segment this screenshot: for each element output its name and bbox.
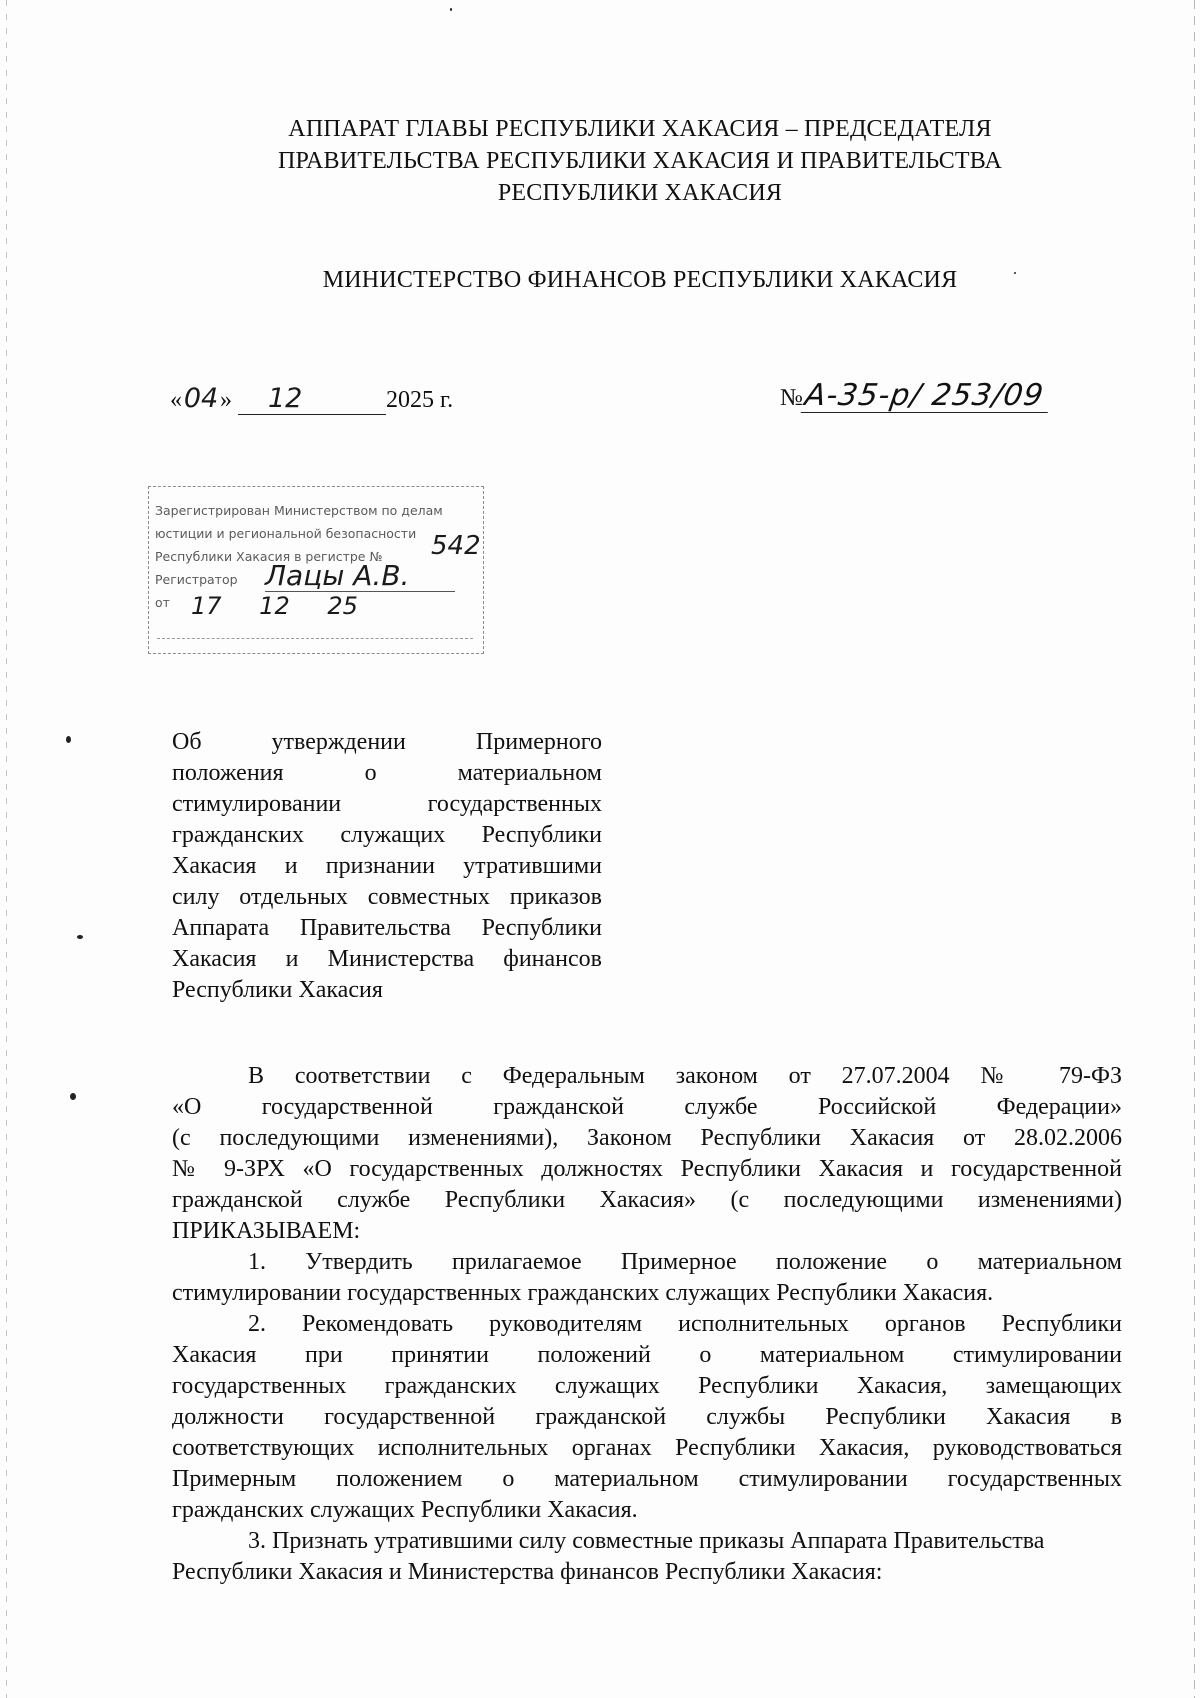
stamp-text: Зарегистрирован Министерством по делам [155, 503, 443, 518]
scan-speck [77, 935, 83, 939]
stamp-text: юстиции и региональной безопасности [155, 526, 417, 541]
date-quote-open: « [170, 387, 182, 413]
preamble-paragraph [172, 1061, 1122, 1247]
date-quote-close: » [220, 387, 232, 413]
body-line: Хакасия при принятии положений о материальном стимулировании [172, 1342, 1122, 1368]
scan-edge-right [1194, 0, 1195, 1698]
body-line: стимулировании государственных гражданских служащих Республики Хакасия. [172, 1280, 994, 1306]
registration-stamp [148, 486, 484, 654]
body-line: Примерным положением о материальном стимулировании государственных [172, 1466, 1122, 1492]
stamp-text: от [155, 595, 170, 610]
date-day: 04 [183, 383, 219, 414]
body-line: гражданской службе Республики Хакасия» (с последующими изменениями) [172, 1187, 1122, 1213]
item-1-paragraph [172, 1247, 1122, 1309]
item-3-paragraph [172, 1526, 1122, 1588]
body-line: должности государственной гражданской службы Республики Хакасия в [172, 1404, 1122, 1430]
body-line: (с последующими изменениями), Законом Республики Хакасия от 28.02.2006 [172, 1125, 1122, 1151]
header-line: РЕСПУБЛИКИ ХАКАСИЯ [497, 180, 783, 206]
subject-line: положения о материальном [172, 760, 602, 786]
body-line: соответствующих исполнительных органах Республики Хакасия, руководствоваться [172, 1435, 1122, 1461]
subject-line: Хакасия и Министерства финансов [172, 946, 602, 972]
scan-speck [450, 8, 452, 11]
stamp-registration-number: 542 [431, 531, 481, 561]
body-line: «О государственной гражданской службе Российской Федерации» [172, 1094, 1122, 1120]
scan-speck [70, 1093, 76, 1100]
scan-speck [66, 736, 71, 743]
body-line: В соответствии с Федеральным законом от 27.07.2004 № 79-ФЗ [248, 1063, 1122, 1089]
date-year: 2025 г. [386, 387, 454, 413]
stamp-text: Регистратор [155, 572, 238, 587]
subject-line: Об утверждении Примерного [172, 729, 602, 755]
number-handwritten: А-35-р/ 253/09 [801, 380, 1052, 413]
scan-edge-left [6, 0, 7, 1698]
body-line: государственных гражданских служащих Республики Хакасия, замещающих [172, 1373, 1122, 1399]
stamp-registration-date: 17 12 25 [191, 592, 358, 620]
subject-line: силу отдельных совместных приказов [172, 884, 602, 910]
body-line: 3. Признать утратившими силу совместные приказы Аппарата Правительства [248, 1528, 1045, 1554]
body-line: 2. Рекомендовать руководителям исполнительных органов Республики [248, 1311, 1122, 1337]
body-line: ПРИКАЗЫВАЕМ: [172, 1218, 361, 1244]
order-date [170, 384, 453, 415]
stamp-text: Республики Хакасия в регистре № [155, 549, 383, 564]
subject-line: стимулировании государственных [172, 791, 602, 817]
item-2-paragraph [172, 1309, 1122, 1526]
number-sign: № [780, 385, 803, 411]
body-line: № 9-ЗРХ «О государственных должностях Республики Хакасия и государственной [172, 1156, 1122, 1182]
subject-line: Хакасия и признании утратившими [172, 853, 602, 879]
ministry-header [160, 264, 1120, 296]
body-line: 1. Утвердить прилагаемое Примерное положение о материальном [248, 1249, 1122, 1275]
order-body [172, 1061, 1122, 1588]
header-line: АППАРАТ ГЛАВЫ РЕСПУБЛИКИ ХАКАСИЯ – ПРЕДСЕДАТЕЛЯ [288, 116, 992, 142]
body-line: гражданских служащих Республики Хакасия. [172, 1497, 638, 1523]
ministry-name: МИНИСТЕРСТВО ФИНАНСОВ РЕСПУБЛИКИ ХАКАСИЯ [322, 267, 958, 293]
stamp-registrar-signature: Лацы А.В. [265, 561, 455, 592]
subject-line: гражданских служащих Республики [172, 822, 602, 848]
date-month: 12 [238, 384, 386, 415]
stamp-divider [157, 638, 473, 639]
header-line: ПРАВИТЕЛЬСТВА РЕСПУБЛИКИ ХАКАСИЯ И ПРАВИТЕЛЬСТВА [277, 148, 1003, 174]
subject-line: Аппарата Правительства Республики [172, 915, 602, 941]
order-subject [172, 727, 602, 1006]
subject-line: Республики Хакасия [172, 977, 383, 1003]
issuing-authority-header [160, 113, 1120, 209]
order-number [780, 380, 1049, 414]
body-line: Республики Хакасия и Министерства финансов Республики Хакасия: [172, 1559, 883, 1585]
